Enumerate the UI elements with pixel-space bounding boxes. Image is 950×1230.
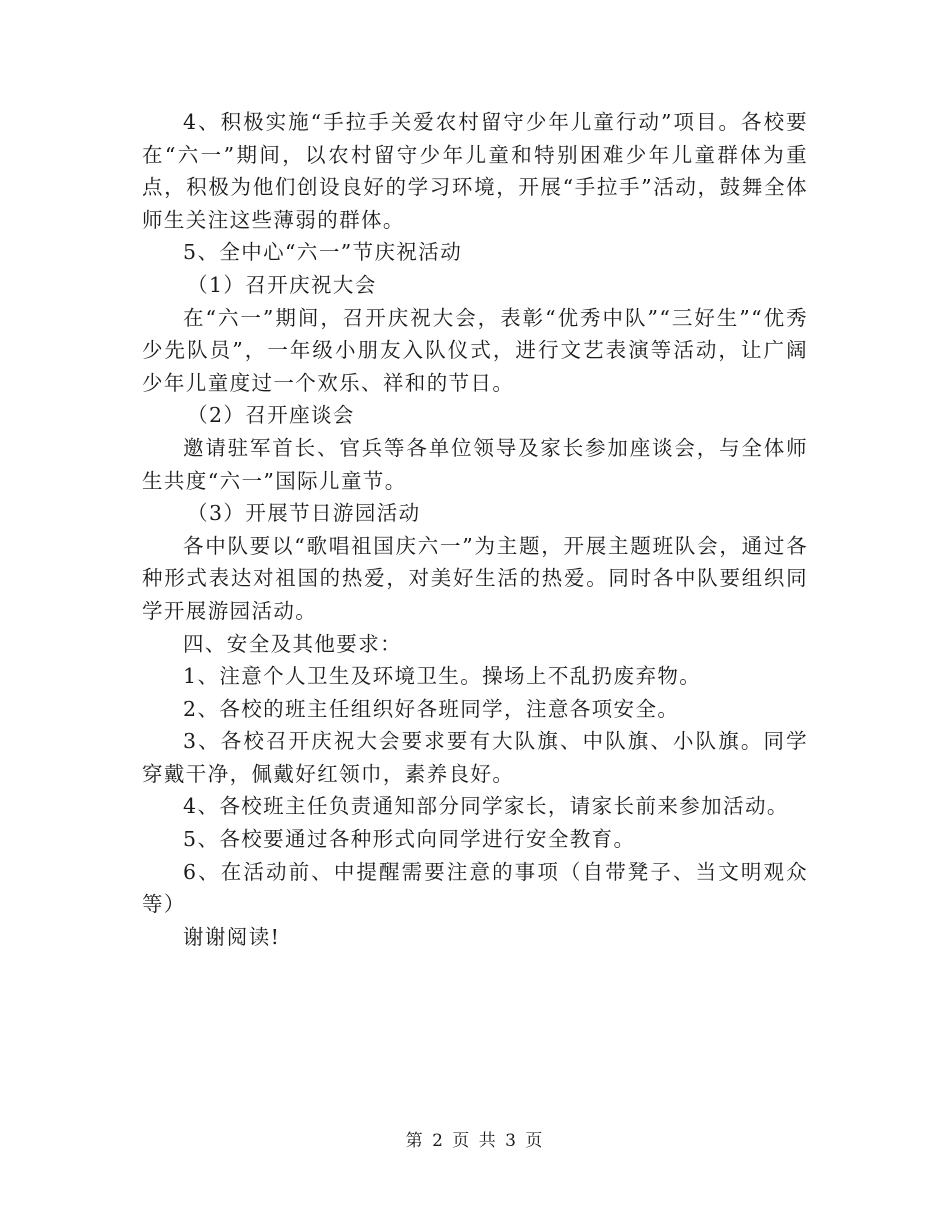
safety-item-4: 4、各校班主任负责通知部分同学家长，请家长前来参加活动。 (183, 794, 789, 819)
subheading-symposium: （2）召开座谈会 (187, 403, 355, 428)
closing-thanks: 谢谢阅读! (183, 924, 281, 949)
section-heading-safety: 四、安全及其他要求： (183, 631, 402, 656)
paragraph-celebration-heading: 5、全中心“六一”节庆祝活动 (183, 240, 463, 265)
safety-item-1: 1、注意个人卫生及环境卫生。操场上不乱扔废弃物。 (183, 664, 702, 689)
subheading-garden-party: （3）开展节日游园活动 (187, 501, 421, 526)
document-body (142, 106, 808, 953)
subheading-celebration-meeting: （1）召开庆祝大会 (187, 272, 377, 297)
safety-item-5: 5、各校要通过各种形式向同学进行安全教育。 (183, 827, 636, 852)
page-number-footer: 第 2 页 共 3 页 (405, 1131, 545, 1151)
paragraph-garden-party: 各中队要以“歌唱祖国庆六一”为主题，开展主题班队会，通过各种形式表达对祖国的热爱，对美好生活的热爱。同时各中队要组织同学开展游园活动。 (142, 533, 808, 623)
safety-item-2: 2、各校的班主任组织好各班同学，注意各项安全。 (183, 696, 680, 721)
paragraph-symposium: 邀请驻军首长、官兵等各单位领导及家长参加座谈会，与全体师生共度“六一”国际儿童节。 (142, 435, 808, 493)
safety-item-3: 3、各校召开庆祝大会要求要有大队旗、中队旗、小队旗。同学穿戴干净，佩戴好红领巾，素养良好。 (142, 729, 808, 786)
safety-item-6: 6、在活动前、中提醒需要注意的事项（自带凳子、当文明观众等） (142, 859, 808, 917)
paragraph-project-4: 4、积极实施“手拉手关爱农村留守少年儿童行动”项目。各校要在“六一”期间，以农村留守少年儿童和特别困难少年儿童群体为重点，积极为他们创设良好的学习环境，开展“手拉手”活动，鼓舞全体师生关注这些薄弱的群体。 (142, 110, 808, 232)
paragraph-celebration-meeting: 在“六一”期间，召开庆祝大会，表彰“优秀中队”“三好生”“优秀少先队员”，一年级小朋友入队仪式，进行文艺表演等活动，让广阔少年儿童度过一个欢乐、祥和的节日。 (142, 305, 808, 395)
